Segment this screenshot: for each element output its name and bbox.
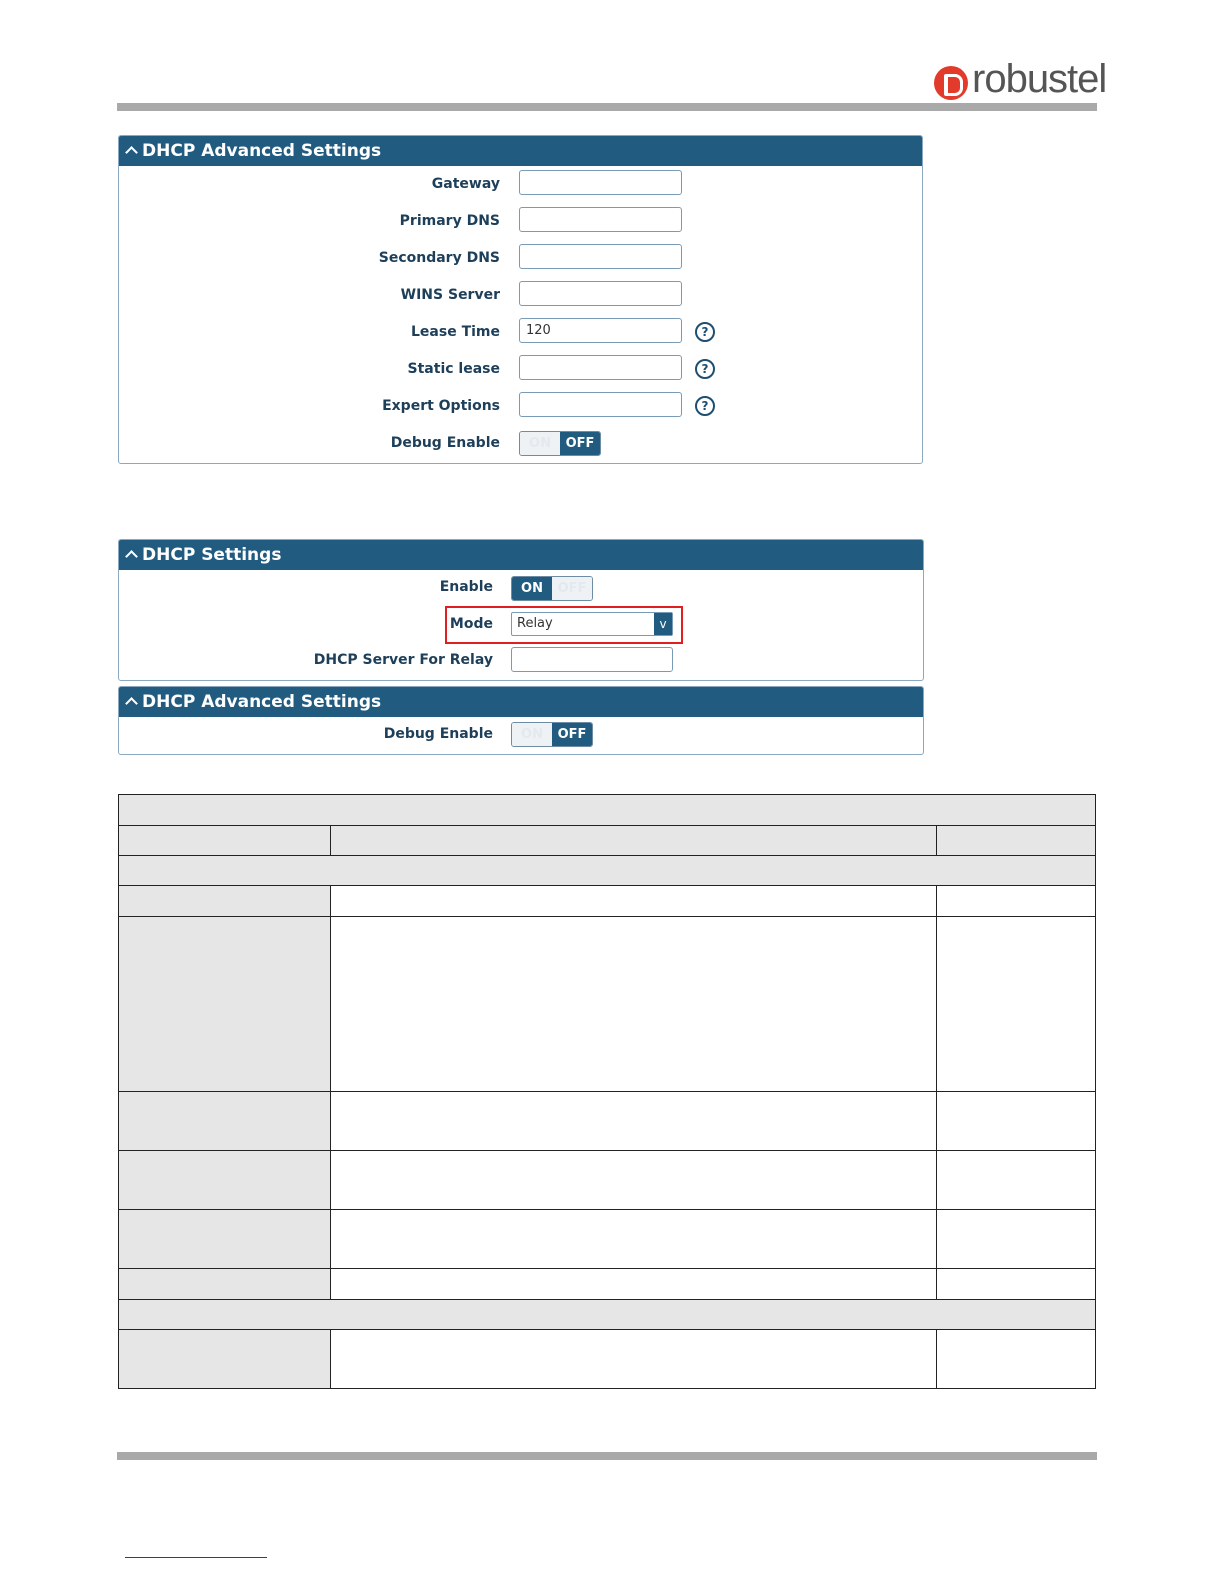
chevron-up-icon	[125, 146, 138, 159]
table-row	[119, 1330, 1096, 1389]
panel-header[interactable]	[119, 540, 923, 570]
panel-title: DHCP Advanced Settings	[142, 692, 382, 712]
logo-mark-icon	[934, 66, 968, 100]
expert-options-input[interactable]	[519, 392, 682, 417]
table-row	[119, 917, 1096, 1092]
dhcp-advanced-panel	[118, 135, 923, 464]
table-cell	[119, 917, 331, 1092]
secondary-dns-label: Secondary DNS	[378, 250, 500, 266]
wins-server-input[interactable]	[519, 281, 682, 306]
parameter-table	[118, 794, 1096, 1389]
enable-toggle[interactable]	[511, 576, 593, 601]
debug-enable-label: Debug Enable	[383, 726, 493, 742]
table-row	[119, 1092, 1096, 1151]
table-row	[119, 1151, 1096, 1210]
debug-enable-toggle[interactable]	[511, 722, 593, 747]
table-cell	[330, 1210, 936, 1269]
table-cell	[937, 1210, 1096, 1269]
table-section-row	[119, 1300, 1096, 1330]
relay-server-input[interactable]	[511, 647, 673, 672]
lease-time-input[interactable]: 120	[519, 318, 682, 343]
mode-label: Mode	[449, 616, 493, 632]
table-cell	[119, 856, 1096, 886]
chevron-down-icon[interactable]: v	[654, 613, 672, 635]
toggle-off-label: OFF	[552, 723, 592, 746]
table-cell	[330, 917, 936, 1092]
table-section-row	[119, 856, 1096, 886]
table-cell	[330, 1092, 936, 1151]
table-cell	[119, 886, 331, 917]
toggle-on-label: ON	[512, 577, 552, 600]
panel-title: DHCP Settings	[142, 545, 282, 565]
table-cell	[119, 1151, 331, 1210]
table-title-row	[119, 795, 1096, 826]
table-cell	[330, 826, 936, 856]
table-cell	[330, 1269, 936, 1300]
table-cell	[119, 826, 331, 856]
dhcp-advanced-relay-panel	[118, 686, 924, 755]
table-cell	[330, 886, 936, 917]
lease-time-label: Lease Time	[411, 324, 500, 340]
table-cell	[119, 1300, 1096, 1330]
help-circle-icon[interactable]: ?	[695, 322, 715, 342]
panel-header[interactable]	[119, 136, 922, 166]
logo-text: robustel	[972, 57, 1107, 101]
enable-label: Enable	[439, 579, 493, 595]
debug-enable-toggle[interactable]	[519, 431, 601, 456]
table-cell	[119, 1330, 331, 1389]
mode-select[interactable]	[511, 612, 673, 636]
expert-options-label: Expert Options	[382, 398, 500, 414]
secondary-dns-input[interactable]	[519, 244, 682, 269]
relay-server-label: DHCP Server For Relay	[313, 652, 493, 668]
mode-selected-value: Relay	[517, 616, 553, 631]
header-rule	[117, 103, 1097, 111]
table-cell	[937, 1330, 1096, 1389]
static-lease-label: Static lease	[407, 361, 500, 377]
help-circle-icon[interactable]: ?	[695, 359, 715, 379]
table-cell	[937, 886, 1096, 917]
panel-header[interactable]	[119, 687, 923, 717]
table-cell	[119, 1269, 331, 1300]
primary-dns-input[interactable]	[519, 207, 682, 232]
table-cell	[937, 826, 1096, 856]
footer-link-underline[interactable]	[125, 1557, 267, 1558]
table-cell	[937, 917, 1096, 1092]
wins-server-label: WINS Server	[400, 287, 500, 303]
table-cell	[330, 1151, 936, 1210]
primary-dns-label: Primary DNS	[399, 213, 500, 229]
static-lease-input[interactable]	[519, 355, 682, 380]
gateway-label: Gateway	[431, 176, 500, 192]
table-row	[119, 1210, 1096, 1269]
toggle-on-label: ON	[512, 723, 552, 746]
table-cell	[119, 1210, 331, 1269]
chevron-up-icon	[125, 697, 138, 710]
panel-title: DHCP Advanced Settings	[142, 141, 382, 161]
gateway-input[interactable]	[519, 170, 682, 195]
table-cell	[937, 1151, 1096, 1210]
footer-rule	[117, 1452, 1097, 1460]
table-cell	[330, 1330, 936, 1389]
table-cell	[937, 1092, 1096, 1151]
table-cell	[937, 1269, 1096, 1300]
table-header-row	[119, 826, 1096, 856]
robustel-logo	[934, 57, 1107, 103]
toggle-off-label: OFF	[552, 577, 592, 600]
table-cell	[119, 1092, 331, 1151]
toggle-off-label: OFF	[560, 432, 600, 455]
chevron-up-icon	[125, 550, 138, 563]
table-row	[119, 1269, 1096, 1300]
table-row	[119, 886, 1096, 917]
table-cell	[119, 795, 1096, 826]
debug-enable-label: Debug Enable	[390, 435, 500, 451]
help-circle-icon[interactable]: ?	[695, 396, 715, 416]
dhcp-settings-panel	[118, 539, 924, 681]
toggle-on-label: ON	[520, 432, 560, 455]
